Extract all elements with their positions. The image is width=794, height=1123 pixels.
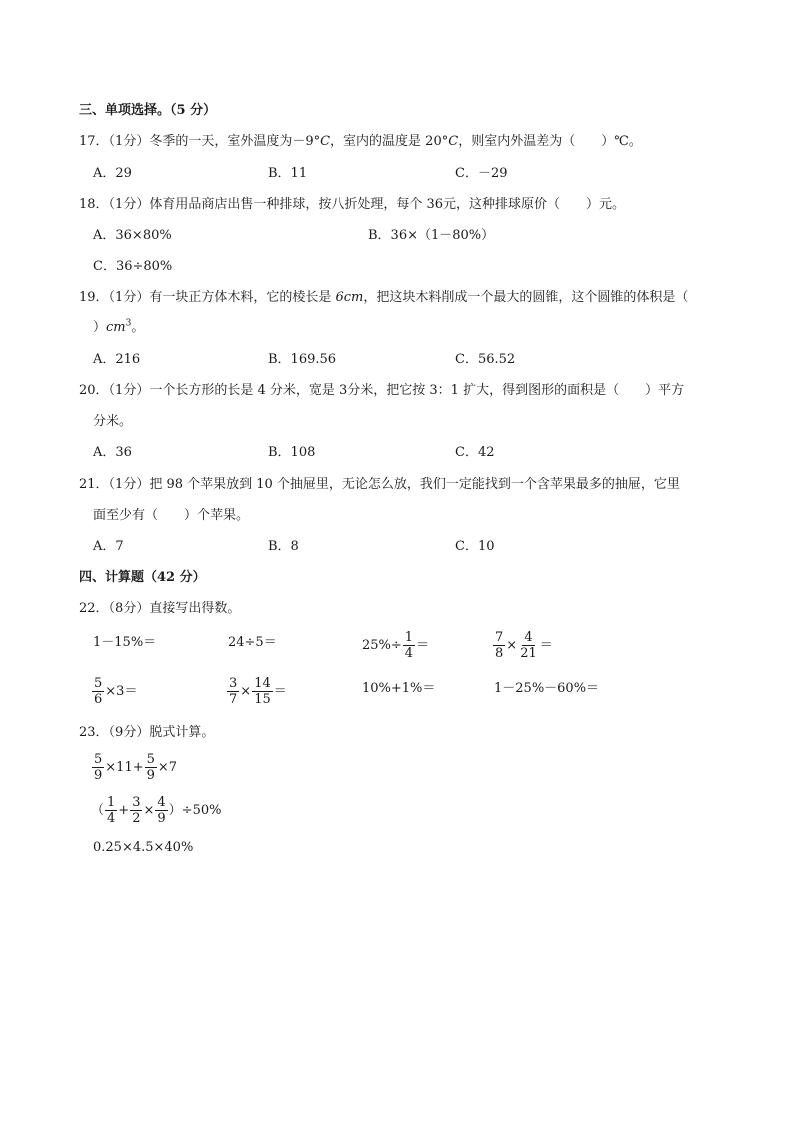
expr-part: ×3＝	[105, 684, 138, 699]
calc-expression-2	[91, 795, 221, 826]
denominator: 15	[254, 692, 271, 707]
question-text: ，室内的温度是 20°	[330, 134, 449, 149]
expr-part: ＝	[273, 684, 287, 699]
option-c[interactable]: C．42	[455, 445, 495, 460]
question-text: ，把这块木料削成一个最大的圆锥，这个圆锥的体积是（	[363, 290, 689, 305]
question-text: ，则室内外温差为（ ）℃。	[458, 134, 642, 149]
question-number: 22．	[79, 601, 109, 616]
unit-exponent: 3	[125, 318, 132, 329]
question-20-line2: 分米。	[93, 414, 133, 429]
fraction	[155, 795, 167, 826]
question-22	[79, 601, 240, 617]
fraction	[105, 795, 117, 826]
expression-6	[226, 676, 287, 707]
option-a[interactable]: A．7	[93, 539, 124, 554]
calc-expression-3: 0.25×4.5×40%	[93, 840, 194, 855]
question-text: （1分）一个长方形的长是 4 分米，宽是 3分米，把它按 3：1 扩大，得到图形的面积是（ ）平方	[108, 383, 685, 398]
option-a[interactable]: A．216	[93, 352, 141, 367]
question-text: （8分）直接写出得数。	[108, 601, 241, 616]
expression-2: 24÷5＝	[228, 635, 277, 650]
numerator: 5	[146, 752, 155, 767]
expr-part: +	[118, 803, 130, 818]
numerator: 7	[495, 630, 504, 645]
fraction	[403, 630, 415, 661]
question-number: 19．	[79, 290, 109, 305]
unit-cm: cm	[106, 320, 126, 335]
expression-8: 1－25%－60%＝	[494, 681, 600, 696]
numerator: 4	[524, 630, 533, 645]
denominator: 4	[107, 811, 116, 826]
fraction	[493, 630, 505, 661]
option-b[interactable]: B．11	[268, 166, 308, 181]
expression-7: 10%+1%＝	[362, 681, 436, 696]
question-text: （1分）体育用品商店出售一种排球，按八折处理，每个 36元，这种排球原价（ ）元。	[108, 197, 625, 212]
question-20	[79, 383, 684, 399]
expression-4	[492, 630, 553, 661]
option-a[interactable]: A．36×80%	[93, 228, 172, 243]
numerator: 1	[404, 630, 414, 645]
option-c[interactable]: C．56.52	[455, 352, 516, 367]
expr-part: ＝	[539, 638, 553, 653]
fraction	[227, 676, 239, 707]
expr-part: ×7	[157, 760, 178, 775]
option-b[interactable]: B．36×（1－80%）	[368, 228, 495, 243]
question-21	[79, 477, 680, 493]
denominator: 6	[94, 692, 103, 707]
unit-celsius: C	[448, 134, 459, 149]
denominator: 2	[132, 811, 141, 826]
option-b[interactable]: B．169.56	[268, 352, 337, 367]
section-title-single-choice: 三、单项选择。（5 分）	[79, 103, 217, 118]
numerator: 5	[94, 752, 103, 767]
question-23	[79, 725, 214, 741]
expr-part: ×11+	[105, 760, 144, 775]
denominator: 8	[495, 646, 504, 661]
numerator: 3	[132, 795, 141, 810]
numerator: 5	[94, 676, 103, 691]
question-number: 18．	[79, 197, 109, 212]
unit-cm: cm	[343, 290, 364, 305]
denominator: 9	[157, 811, 166, 826]
expr-part: ×	[240, 684, 252, 699]
numerator: 1	[107, 795, 116, 810]
denominator: 7	[229, 692, 238, 707]
expr-part: ×	[506, 638, 518, 653]
expr-part: （	[91, 803, 105, 818]
question-text: （1分）把 98 个苹果放到 10 个抽屉里，无论怎么放，我们一定能找到一个含苹果最多的抽屉，它里	[108, 477, 680, 492]
fraction	[92, 752, 104, 783]
expr-part: ＝	[416, 638, 430, 653]
expr-part: ×	[143, 803, 155, 818]
expression-5	[91, 676, 137, 707]
unit-celsius: C	[320, 134, 331, 149]
question-number: 21．	[79, 477, 109, 492]
option-c[interactable]: C．10	[455, 539, 495, 554]
question-text: （1分）有一块正方体木料，它的棱长是	[108, 290, 336, 305]
question-18	[79, 197, 625, 213]
expression-3	[362, 630, 429, 661]
question-19-line2	[93, 320, 144, 336]
option-a[interactable]: A．29	[93, 166, 132, 181]
denominator: 21	[520, 646, 537, 661]
question-text: （1分）冬季的一天，室外温度为－9°	[108, 134, 321, 149]
answer-bracket: ）	[93, 320, 107, 335]
question-text: 。	[131, 320, 145, 335]
denominator: 4	[404, 646, 414, 661]
fraction	[252, 676, 273, 707]
option-c[interactable]: C．36÷80%	[93, 259, 173, 274]
edge-value: 6	[335, 290, 344, 305]
question-text: （9分）脱式计算。	[108, 725, 215, 740]
question-number: 23．	[79, 725, 109, 740]
fraction	[518, 630, 539, 661]
question-19	[79, 290, 688, 306]
numerator: 3	[229, 676, 238, 691]
question-number: 17．	[79, 134, 109, 149]
expression-1: 1－15%＝	[93, 635, 157, 650]
expr-part: ）÷50%	[168, 803, 222, 818]
fraction	[130, 795, 142, 826]
question-21-line2: 面至少有（ ）个苹果。	[93, 508, 250, 523]
section-title-calculation: 四、计算题（42 分）	[79, 570, 206, 585]
question-number: 20．	[79, 383, 109, 398]
question-17	[79, 134, 642, 150]
fraction	[145, 752, 157, 783]
option-b[interactable]: B．108	[268, 445, 316, 460]
option-c[interactable]: C．－29	[455, 166, 508, 181]
option-a[interactable]: A．36	[93, 445, 132, 460]
expr-part: 25%÷	[362, 638, 402, 653]
numerator: 14	[254, 676, 271, 691]
calc-expression-1	[91, 752, 177, 783]
numerator: 4	[157, 795, 166, 810]
option-b[interactable]: B．8	[268, 539, 299, 554]
denominator: 9	[146, 768, 155, 783]
fraction	[92, 676, 104, 707]
denominator: 9	[94, 768, 103, 783]
